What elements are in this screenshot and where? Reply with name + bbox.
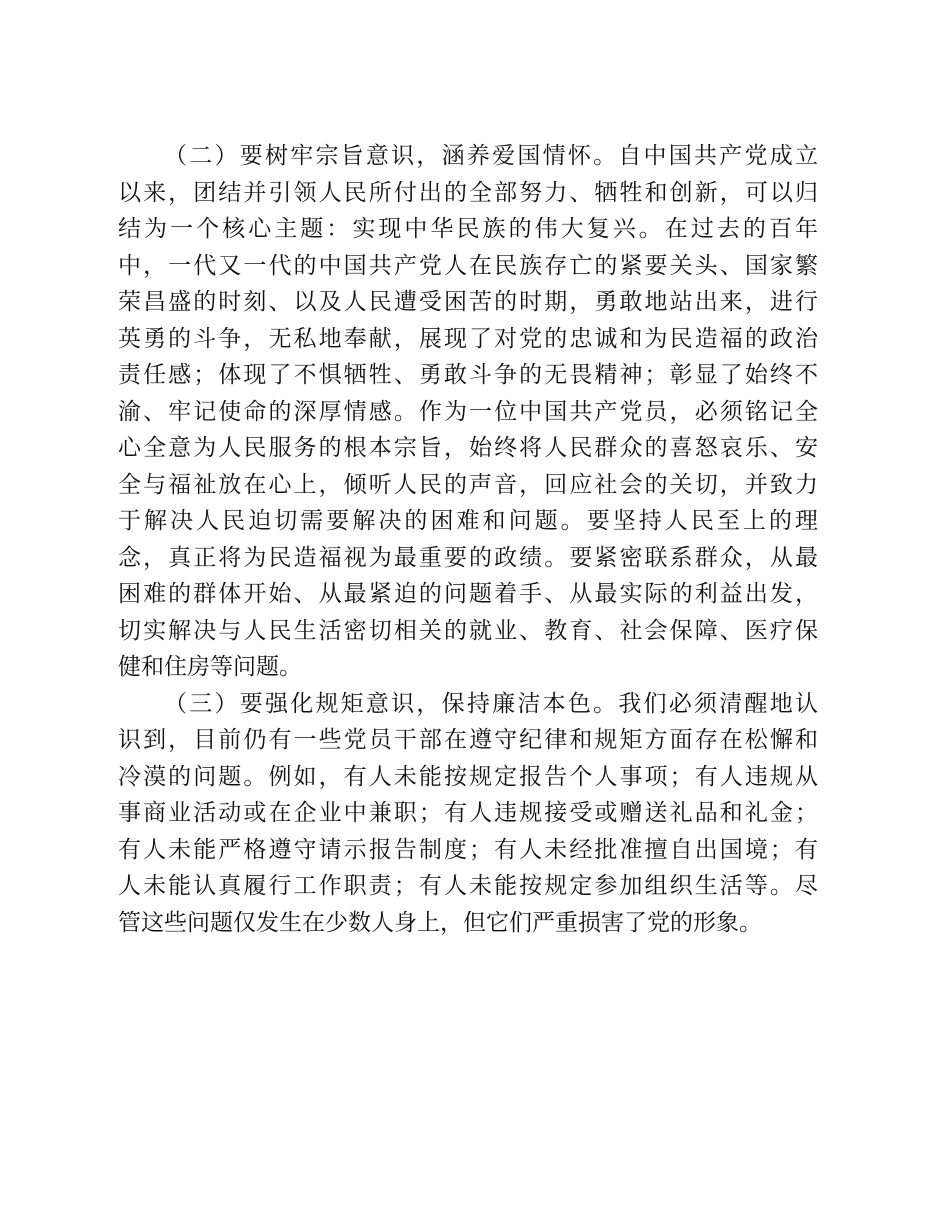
paragraph-line: 全与福祉放在心上，倾听人民的声音，回应社会的关切，并致力	[118, 471, 818, 498]
paragraph-line: 于解决人民迫切需要解决的困难和问题。要坚持人民至上的理	[118, 508, 818, 534]
paragraph-line: 以来，团结并引领人民所付出的全部努力、牺牲和创新，可以归	[118, 179, 818, 206]
paragraph-line: 中，一代又一代的中国共产党人在民族存亡的紧要关头、国家繁	[118, 252, 818, 279]
paragraph-line: 冷漠的问题。例如，有人未能按规定报告个人事项；有人违规从	[118, 763, 818, 790]
paragraph-line: 困难的群体开始、从最紧迫的问题着手、从最实际的利益出发，	[118, 581, 818, 607]
paragraph-line: 事商业活动或在企业中兼职；有人违规接受或赠送礼品和礼金；	[118, 800, 818, 826]
paragraph-line: 识到，目前仍有一些党员干部在遵守纪律和规矩方面存在松懈和	[118, 727, 818, 753]
paragraph-line: 有人未能严格遵守请示报告制度；有人未经批准擅自出国境；有	[118, 836, 818, 863]
paragraph-line: 管这些问题仅发生在少数人身上，但它们严重损害了党的形象。	[118, 909, 762, 936]
paragraph-line: （三）要强化规矩意识，保持廉洁本色。我们必须清醒地认	[164, 690, 818, 717]
document-page	[118, 138, 818, 941]
paragraph-line: 英勇的斗争，无私地奉献，展现了对党的忠诚和为民造福的政治	[118, 325, 818, 352]
paragraph-purpose-awareness	[118, 138, 818, 686]
paragraph-line: 心全意为人民服务的根本宗旨，始终将人民群众的喜怒哀乐、安	[118, 435, 818, 461]
paragraph-line: 念，真正将为民造福视为最重要的政绩。要紧密联系群众，从最	[118, 544, 818, 571]
paragraph-line: 责任感；体现了不惧牺牲、勇敢斗争的无畏精神；彰显了始终不	[118, 362, 818, 388]
paragraph-line: 结为一个核心主题：实现中华民族的伟大复兴。在过去的百年	[118, 216, 818, 242]
paragraph-line: 人未能认真履行工作职责；有人未能按规定参加组织生活等。尽	[118, 873, 818, 899]
paragraph-rules-awareness	[118, 686, 818, 942]
paragraph-line: （二）要树牢宗旨意识，涵养爱国情怀。自中国共产党成立	[164, 143, 818, 169]
paragraph-line: 健和住房等问题。	[118, 654, 302, 680]
paragraph-line: 荣昌盛的时刻、以及人民遭受困苦的时期，勇敢地站出来，进行	[118, 289, 818, 315]
paragraph-line: 切实解决与人民生活密切相关的就业、教育、社会保障、医疗保	[118, 617, 818, 644]
paragraph-line: 渝、牢记使命的深厚情感。作为一位中国共产党员，必须铭记全	[118, 398, 818, 425]
